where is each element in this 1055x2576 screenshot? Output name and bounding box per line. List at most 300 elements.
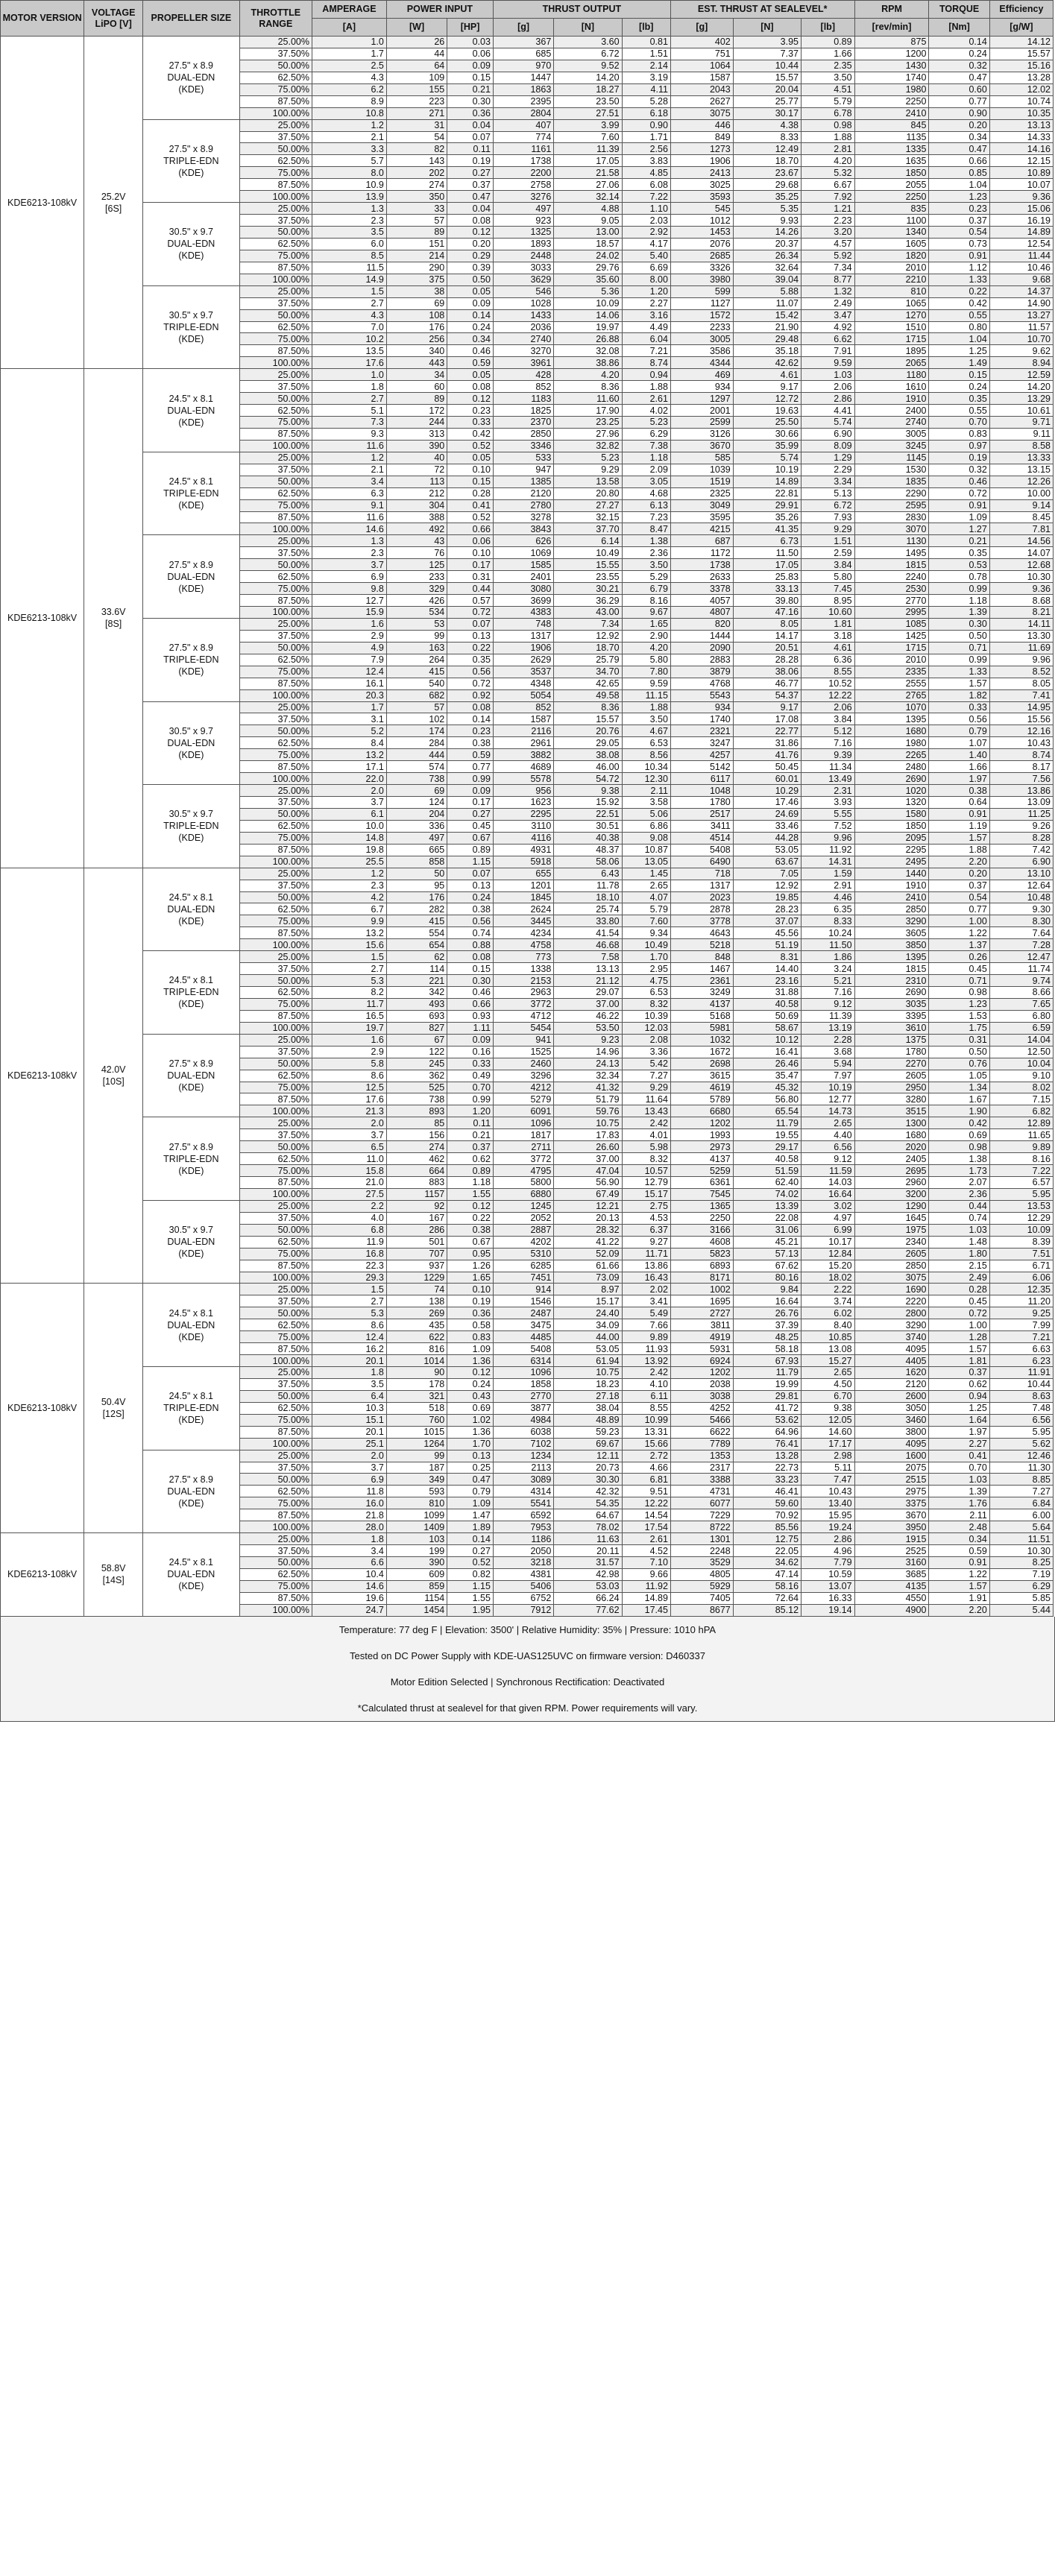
value-cell: 9.25 xyxy=(989,1307,1053,1319)
value-cell: 446 xyxy=(670,119,733,131)
value-cell: 172 xyxy=(386,405,447,417)
value-cell: 13.19 xyxy=(802,1022,855,1034)
throttle-cell: 62.50% xyxy=(239,903,312,915)
value-cell: 7.51 xyxy=(989,1248,1053,1260)
value-cell: 20.1 xyxy=(312,1426,386,1438)
value-cell: 11.63 xyxy=(554,1533,622,1545)
value-cell: 3811 xyxy=(670,1319,733,1331)
value-cell: 28.28 xyxy=(733,654,801,666)
throttle-cell: 62.50% xyxy=(239,737,312,749)
value-cell: 3270 xyxy=(493,345,553,357)
value-cell: 0.14 xyxy=(447,713,494,725)
propeller-cell: 27.5" x 8.9 TRIPLE-EDN (KDE) xyxy=(143,119,239,203)
value-cell: 1.20 xyxy=(622,285,670,297)
value-cell: 2629 xyxy=(493,654,553,666)
value-cell: 8.2 xyxy=(312,987,386,999)
value-cell: 2.36 xyxy=(622,547,670,559)
value-cell: 10.87 xyxy=(622,844,670,856)
value-cell: 0.69 xyxy=(929,1129,989,1141)
value-cell: 10.75 xyxy=(554,1117,622,1129)
value-cell: 14.90 xyxy=(989,297,1053,309)
value-cell: 14.20 xyxy=(989,381,1053,393)
value-cell: 1183 xyxy=(493,393,553,405)
value-cell: 1.23 xyxy=(929,191,989,203)
value-cell: 13.2 xyxy=(312,749,386,761)
value-cell: 1.05 xyxy=(929,1070,989,1082)
throttle-cell: 50.00% xyxy=(239,1474,312,1486)
value-cell: 4135 xyxy=(854,1580,929,1592)
value-cell: 1028 xyxy=(493,297,553,309)
value-cell: 9.29 xyxy=(622,1082,670,1093)
value-cell: 29.17 xyxy=(733,1141,801,1153)
value-cell: 1858 xyxy=(493,1378,553,1390)
throttle-cell: 25.00% xyxy=(239,203,312,215)
value-cell: 38 xyxy=(386,285,447,297)
throttle-cell: 75.00% xyxy=(239,167,312,179)
value-cell: 6.59 xyxy=(989,1022,1053,1034)
value-cell: 3160 xyxy=(854,1557,929,1569)
value-cell: 24.40 xyxy=(554,1307,622,1319)
value-cell: 2.95 xyxy=(622,963,670,975)
value-cell: 1600 xyxy=(854,1450,929,1462)
value-cell: 1048 xyxy=(670,785,733,797)
throttle-cell: 37.50% xyxy=(239,963,312,975)
value-cell: 27.06 xyxy=(554,179,622,191)
propeller-cell: 24.5" x 8.1 DUAL-EDN (KDE) xyxy=(143,1284,239,1367)
throttle-cell: 25.00% xyxy=(239,618,312,630)
value-cell: 7953 xyxy=(493,1521,553,1533)
value-cell: 274 xyxy=(386,1141,447,1153)
value-cell: 13.28 xyxy=(989,72,1053,83)
value-cell: 6285 xyxy=(493,1260,553,1272)
value-cell: 11.91 xyxy=(989,1367,1053,1379)
value-cell: 5541 xyxy=(493,1497,553,1509)
value-cell: 718 xyxy=(670,868,733,880)
value-cell: 10.09 xyxy=(989,1224,1053,1236)
value-cell: 1820 xyxy=(854,250,929,262)
value-cell: 3280 xyxy=(854,1093,929,1105)
unit-amperage: [A] xyxy=(312,19,386,37)
value-cell: 37.00 xyxy=(554,998,622,1010)
value-cell: 7.52 xyxy=(802,820,855,832)
value-cell: 5.06 xyxy=(622,808,670,820)
value-cell: 1320 xyxy=(854,797,929,809)
value-cell: 6622 xyxy=(670,1426,733,1438)
value-cell: 0.42 xyxy=(447,428,494,440)
table-row xyxy=(1,1117,1054,1129)
throttle-cell: 37.50% xyxy=(239,630,312,642)
value-cell: 29.07 xyxy=(554,987,622,999)
value-cell: 0.28 xyxy=(929,1284,989,1295)
table-row xyxy=(1,1450,1054,1462)
throttle-cell: 37.50% xyxy=(239,48,312,60)
value-cell: 0.07 xyxy=(447,131,494,143)
value-cell: 6.29 xyxy=(989,1580,1053,1592)
value-cell: 8.0 xyxy=(312,167,386,179)
value-cell: 0.33 xyxy=(929,701,989,713)
value-cell: 1100 xyxy=(854,215,929,227)
throttle-cell: 75.00% xyxy=(239,1497,312,1509)
value-cell: 19.85 xyxy=(733,891,801,903)
value-cell: 0.15 xyxy=(929,369,989,381)
value-cell: 1444 xyxy=(670,630,733,642)
value-cell: 29.81 xyxy=(733,1390,801,1402)
value-cell: 16.2 xyxy=(312,1343,386,1355)
value-cell: 6.4 xyxy=(312,1390,386,1402)
motor-version-cell: KDE6213-108kV xyxy=(1,1533,84,1617)
value-cell: 0.55 xyxy=(929,309,989,321)
value-cell: 2740 xyxy=(493,333,553,345)
value-cell: 1127 xyxy=(670,297,733,309)
value-cell: 0.49 xyxy=(447,1070,494,1082)
unit-est-n: [N] xyxy=(733,19,801,37)
value-cell: 1738 xyxy=(493,155,553,167)
value-cell: 5406 xyxy=(493,1580,553,1592)
value-cell: 1202 xyxy=(670,1367,733,1379)
value-cell: 10.59 xyxy=(802,1568,855,1580)
value-cell: 3778 xyxy=(670,915,733,927)
value-cell: 3326 xyxy=(670,262,733,274)
value-cell: 687 xyxy=(670,535,733,547)
value-cell: 11.69 xyxy=(989,642,1053,654)
value-cell: 3.7 xyxy=(312,559,386,571)
value-cell: 4.92 xyxy=(802,321,855,333)
value-cell: 8.94 xyxy=(989,357,1053,369)
value-cell: 1.27 xyxy=(929,523,989,535)
throttle-cell: 62.50% xyxy=(239,654,312,666)
value-cell: 820 xyxy=(670,618,733,630)
value-cell: 1135 xyxy=(854,131,929,143)
value-cell: 1440 xyxy=(854,868,929,880)
value-cell: 33.23 xyxy=(733,1474,801,1486)
value-cell: 9.71 xyxy=(989,417,1053,429)
value-cell: 4.20 xyxy=(802,155,855,167)
value-cell: 0.31 xyxy=(447,571,494,583)
value-cell: 0.47 xyxy=(929,143,989,155)
value-cell: 402 xyxy=(670,37,733,48)
value-cell: 10.30 xyxy=(989,1545,1053,1557)
value-cell: 5.42 xyxy=(622,1058,670,1070)
value-cell: 1.11 xyxy=(447,1022,494,1034)
unit-power-w: [W] xyxy=(386,19,447,37)
value-cell: 19.6 xyxy=(312,1592,386,1604)
value-cell: 2065 xyxy=(854,357,929,369)
value-cell: 0.06 xyxy=(447,48,494,60)
value-cell: 2.65 xyxy=(622,880,670,891)
value-cell: 4381 xyxy=(493,1568,553,1580)
value-cell: 10.48 xyxy=(989,891,1053,903)
value-cell: 2.35 xyxy=(802,60,855,72)
value-cell: 54 xyxy=(386,131,447,143)
value-cell: 2295 xyxy=(854,844,929,856)
test-conditions-footer xyxy=(0,1617,1055,1722)
value-cell: 6.9 xyxy=(312,571,386,583)
value-cell: 27.27 xyxy=(554,499,622,511)
value-cell: 0.72 xyxy=(929,1307,989,1319)
value-cell: 7405 xyxy=(670,1592,733,1604)
value-cell: 6361 xyxy=(670,1177,733,1189)
value-cell: 5.36 xyxy=(554,285,622,297)
throttle-cell: 25.00% xyxy=(239,37,312,48)
value-cell: 7.9 xyxy=(312,654,386,666)
value-cell: 2624 xyxy=(493,903,553,915)
value-cell: 15.16 xyxy=(989,60,1053,72)
value-cell: 25.79 xyxy=(554,654,622,666)
value-cell: 156 xyxy=(386,1129,447,1141)
value-cell: 0.08 xyxy=(447,951,494,963)
value-cell: 3346 xyxy=(493,440,553,452)
value-cell: 10.4 xyxy=(312,1568,386,1580)
value-cell: 0.34 xyxy=(447,333,494,345)
value-cell: 7.81 xyxy=(989,523,1053,535)
value-cell: 6.99 xyxy=(802,1224,855,1236)
value-cell: 19.7 xyxy=(312,1022,386,1034)
value-cell: 10.2 xyxy=(312,333,386,345)
value-cell: 2.27 xyxy=(929,1438,989,1450)
value-cell: 3249 xyxy=(670,987,733,999)
value-cell: 22.05 xyxy=(733,1545,801,1557)
value-cell: 31 xyxy=(386,119,447,131)
value-cell: 923 xyxy=(493,215,553,227)
value-cell: 34.62 xyxy=(733,1557,801,1569)
value-cell: 9.14 xyxy=(989,499,1053,511)
value-cell: 6752 xyxy=(493,1592,553,1604)
value-cell: 3247 xyxy=(670,737,733,749)
value-cell: 256 xyxy=(386,333,447,345)
value-cell: 13.13 xyxy=(554,963,622,975)
value-cell: 12.15 xyxy=(989,155,1053,167)
value-cell: 2.15 xyxy=(929,1260,989,1272)
value-cell: 282 xyxy=(386,903,447,915)
value-cell: 62 xyxy=(386,951,447,963)
value-cell: 9.66 xyxy=(622,1568,670,1580)
value-cell: 941 xyxy=(493,1034,553,1046)
value-cell: 13.9 xyxy=(312,191,386,203)
value-cell: 3.50 xyxy=(622,713,670,725)
value-cell: 0.85 xyxy=(929,167,989,179)
value-cell: 336 xyxy=(386,820,447,832)
value-cell: 1.80 xyxy=(929,1248,989,1260)
value-cell: 3.4 xyxy=(312,1545,386,1557)
value-cell: 11.92 xyxy=(802,844,855,856)
value-cell: 1825 xyxy=(493,405,553,417)
value-cell: 3.47 xyxy=(802,309,855,321)
throttle-cell: 25.00% xyxy=(239,1284,312,1295)
value-cell: 1587 xyxy=(670,72,733,83)
value-cell: 26.34 xyxy=(733,250,801,262)
propeller-cell: 30.5" x 9.7 TRIPLE-EDN (KDE) xyxy=(143,285,239,369)
value-cell: 0.89 xyxy=(447,844,494,856)
value-cell: 2780 xyxy=(493,499,553,511)
value-cell: 1.32 xyxy=(802,285,855,297)
voltage-cell: 50.4V [12S] xyxy=(84,1284,143,1533)
value-cell: 20.76 xyxy=(554,725,622,737)
value-cell: 12.05 xyxy=(802,1414,855,1426)
value-cell: 4.88 xyxy=(554,203,622,215)
value-cell: 2120 xyxy=(854,1378,929,1390)
value-cell: 1580 xyxy=(854,808,929,820)
value-cell: 26.88 xyxy=(554,333,622,345)
value-cell: 2690 xyxy=(854,987,929,999)
value-cell: 1845 xyxy=(493,891,553,903)
value-cell: 14.17 xyxy=(733,630,801,642)
value-cell: 6.84 xyxy=(989,1497,1053,1509)
value-cell: 4.01 xyxy=(622,1129,670,1141)
propeller-cell: 30.5" x 9.7 DUAL-EDN (KDE) xyxy=(143,203,239,286)
value-cell: 2116 xyxy=(493,725,553,737)
value-cell: 28.23 xyxy=(733,903,801,915)
value-cell: 18.02 xyxy=(802,1272,855,1284)
value-cell: 3075 xyxy=(670,107,733,119)
value-cell: 6.78 xyxy=(802,107,855,119)
value-cell: 1.57 xyxy=(929,678,989,689)
value-cell: 1.55 xyxy=(447,1592,494,1604)
value-cell: 1096 xyxy=(493,1367,553,1379)
value-cell: 12.49 xyxy=(733,143,801,155)
value-cell: 1.90 xyxy=(929,1105,989,1117)
value-cell: 0.37 xyxy=(929,215,989,227)
value-cell: 1.37 xyxy=(929,939,989,951)
value-cell: 852 xyxy=(493,701,553,713)
value-cell: 16.1 xyxy=(312,678,386,689)
value-cell: 0.36 xyxy=(447,1307,494,1319)
value-cell: 1.89 xyxy=(447,1521,494,1533)
value-cell: 214 xyxy=(386,250,447,262)
value-cell: 53.03 xyxy=(554,1580,622,1592)
value-cell: 1.51 xyxy=(802,535,855,547)
throttle-cell: 75.00% xyxy=(239,83,312,95)
value-cell: 428 xyxy=(493,369,553,381)
value-cell: 1172 xyxy=(670,547,733,559)
value-cell: 4.0 xyxy=(312,1212,386,1224)
value-cell: 59.23 xyxy=(554,1426,622,1438)
value-cell: 937 xyxy=(386,1260,447,1272)
value-cell: 0.74 xyxy=(447,927,494,939)
value-cell: 2605 xyxy=(854,1248,929,1260)
value-cell: 1365 xyxy=(670,1200,733,1212)
value-cell: 1.57 xyxy=(929,1343,989,1355)
value-cell: 3.20 xyxy=(802,227,855,239)
value-cell: 1.36 xyxy=(447,1355,494,1367)
value-cell: 1.02 xyxy=(447,1414,494,1426)
value-cell: 2.0 xyxy=(312,1117,386,1129)
value-cell: 0.52 xyxy=(447,511,494,523)
table-row xyxy=(1,37,1054,48)
value-cell: 16.64 xyxy=(802,1188,855,1200)
value-cell: 2.27 xyxy=(622,297,670,309)
value-cell: 6.53 xyxy=(622,987,670,999)
value-cell: 14.8 xyxy=(312,832,386,844)
value-cell: 444 xyxy=(386,749,447,761)
value-cell: 2.49 xyxy=(802,297,855,309)
value-cell: 80.16 xyxy=(733,1272,801,1284)
value-cell: 0.81 xyxy=(622,37,670,48)
throttle-cell: 75.00% xyxy=(239,1331,312,1343)
value-cell: 2410 xyxy=(854,107,929,119)
value-cell: 7.23 xyxy=(622,511,670,523)
value-cell: 1069 xyxy=(493,547,553,559)
value-cell: 1157 xyxy=(386,1188,447,1200)
value-cell: 14.37 xyxy=(989,285,1053,297)
value-cell: 435 xyxy=(386,1319,447,1331)
value-cell: 5054 xyxy=(493,689,553,701)
value-cell: 350 xyxy=(386,191,447,203)
value-cell: 9.38 xyxy=(554,785,622,797)
throttle-cell: 25.00% xyxy=(239,1450,312,1462)
throttle-cell: 100.00% xyxy=(239,856,312,868)
throttle-cell: 50.00% xyxy=(239,1224,312,1236)
value-cell: 9.36 xyxy=(989,583,1053,595)
value-cell: 5.3 xyxy=(312,975,386,987)
value-cell: 15.57 xyxy=(989,48,1053,60)
value-cell: 1264 xyxy=(386,1438,447,1450)
table-row xyxy=(1,285,1054,297)
unit-thrust-lb: [lb] xyxy=(622,19,670,37)
throttle-cell: 50.00% xyxy=(239,975,312,987)
value-cell: 3515 xyxy=(854,1105,929,1117)
throttle-cell: 100.00% xyxy=(239,1272,312,1284)
throttle-cell: 25.00% xyxy=(239,1034,312,1046)
throttle-cell: 25.00% xyxy=(239,1367,312,1379)
value-cell: 25.77 xyxy=(733,95,801,107)
value-cell: 2023 xyxy=(670,891,733,903)
value-cell: 0.15 xyxy=(447,72,494,83)
value-cell: 11.07 xyxy=(733,297,801,309)
value-cell: 1620 xyxy=(854,1367,929,1379)
value-cell: 10.52 xyxy=(802,678,855,689)
value-cell: 0.56 xyxy=(929,713,989,725)
value-cell: 0.50 xyxy=(929,630,989,642)
value-cell: 16.5 xyxy=(312,1010,386,1022)
value-cell: 5.95 xyxy=(989,1426,1053,1438)
value-cell: 1.39 xyxy=(929,1486,989,1497)
header-torque: TORQUE xyxy=(929,1,989,19)
value-cell: 5.7 xyxy=(312,155,386,167)
value-cell: 4.46 xyxy=(802,891,855,903)
value-cell: 14.9 xyxy=(312,274,386,285)
value-cell: 5981 xyxy=(670,1022,733,1034)
value-cell: 1.65 xyxy=(622,618,670,630)
value-cell: 48.89 xyxy=(554,1414,622,1426)
value-cell: 1.81 xyxy=(929,1355,989,1367)
value-cell: 22.08 xyxy=(733,1212,801,1224)
motor-version-cell: KDE6213-108kV xyxy=(1,369,84,868)
value-cell: 2995 xyxy=(854,607,929,619)
value-cell: 59.76 xyxy=(554,1105,622,1117)
value-cell: 329 xyxy=(386,583,447,595)
value-cell: 4212 xyxy=(493,1082,553,1093)
value-cell: 13.05 xyxy=(622,856,670,868)
value-cell: 9.05 xyxy=(554,215,622,227)
value-cell: 26.60 xyxy=(554,1141,622,1153)
value-cell: 11.92 xyxy=(622,1580,670,1592)
value-cell: 0.72 xyxy=(447,678,494,689)
value-cell: 28.32 xyxy=(554,1224,622,1236)
value-cell: 4.66 xyxy=(622,1462,670,1474)
value-cell: 1014 xyxy=(386,1355,447,1367)
value-cell: 6.72 xyxy=(554,48,622,60)
value-cell: 0.98 xyxy=(929,1141,989,1153)
value-cell: 7.80 xyxy=(622,666,670,678)
throttle-cell: 62.50% xyxy=(239,1070,312,1082)
throttle-cell: 87.50% xyxy=(239,1509,312,1521)
value-cell: 1915 xyxy=(854,1533,929,1545)
throttle-cell: 37.50% xyxy=(239,1129,312,1141)
throttle-cell: 50.00% xyxy=(239,309,312,321)
value-cell: 4.85 xyxy=(622,167,670,179)
value-cell: 7.0 xyxy=(312,321,386,333)
value-cell: 46.41 xyxy=(733,1486,801,1497)
